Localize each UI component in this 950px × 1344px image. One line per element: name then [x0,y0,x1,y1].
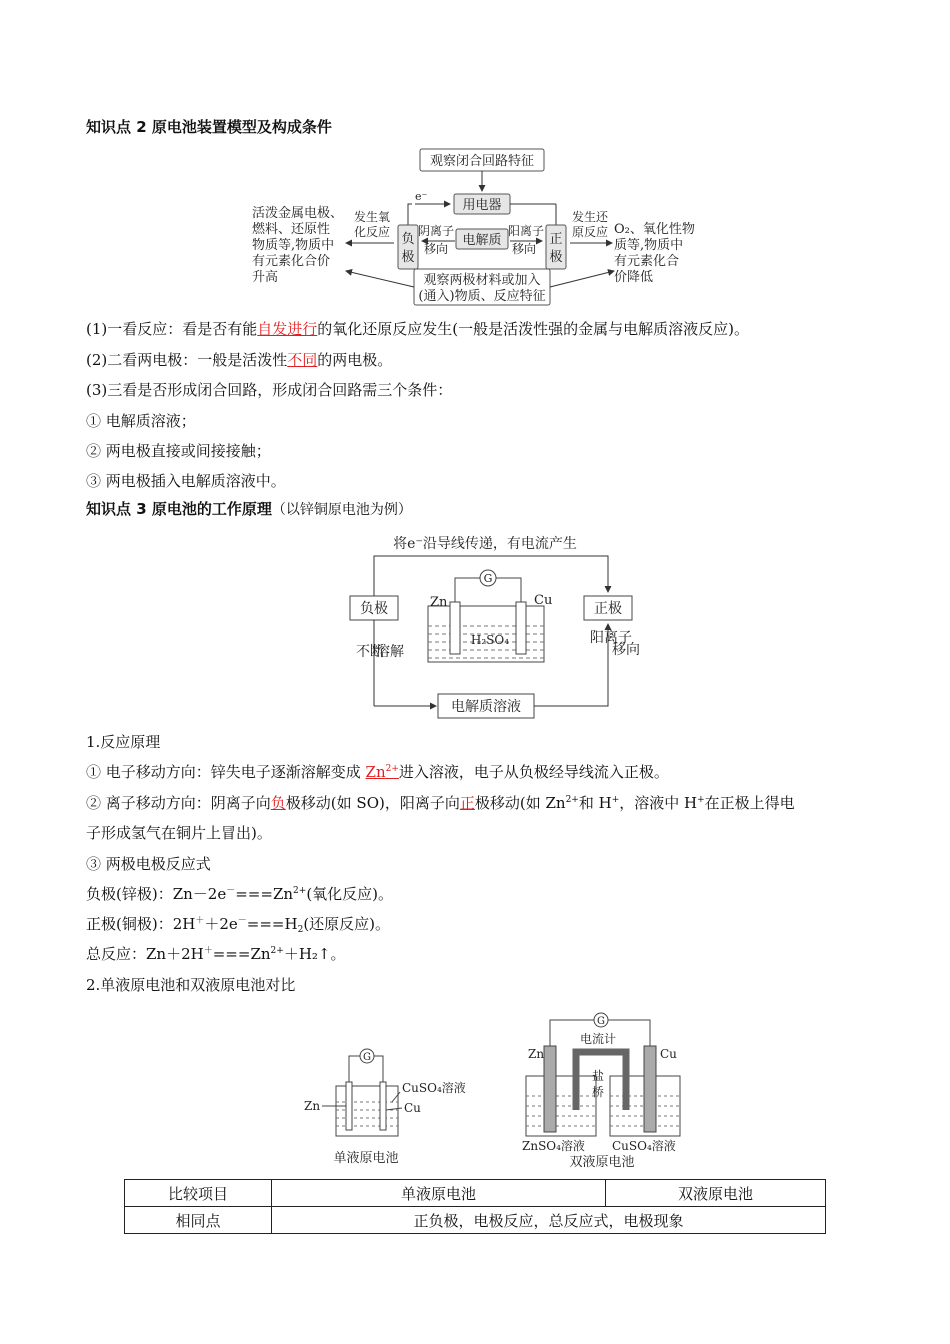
table-row [125,1207,826,1234]
svg-text:电解质溶液: 电解质溶液 [451,699,521,715]
svg-text:发生氧: 发生氧 [354,210,391,224]
ion-flow-cont: 子形成氢气在铜片上冒出)。 [86,824,272,842]
condition-3: (3)三看是否形成闭合回路，形成闭合回路需三个条件： [86,381,453,399]
circuit-condition-1: ① 电解质溶液； [86,412,196,430]
svg-text:极: 极 [401,250,415,265]
svg-text:阴离子: 阴离子 [418,224,455,238]
table-header: 比较项目 [125,1180,272,1207]
svg-text:阳离子: 阳离子 [590,630,632,646]
svg-text:化反应: 化反应 [354,225,391,239]
subheading-comparison: 2.单液原电池和双液原电池对比 [86,976,296,994]
svg-text:原反应: 原反应 [572,225,609,239]
svg-text:(通入)物质、反应特征: (通入)物质、反应特征 [418,289,546,304]
table-header-row [125,1180,826,1207]
svg-text:Zn: Zn [528,1047,545,1061]
svg-text:盐: 盐 [592,1069,605,1083]
svg-text:正极: 正极 [594,601,622,617]
diag1-user: 用电器 [462,198,502,213]
svg-text:桥: 桥 [592,1085,605,1099]
svg-text:将e⁻沿导线传递，有电流产生: 将e⁻沿导线传递，有电流产生 [393,536,577,552]
svg-text:溶解: 溶解 [376,644,404,660]
svg-text:移向: 移向 [424,242,449,256]
table-cell: 相同点 [125,1207,272,1234]
comparison-table [124,1179,826,1234]
cell-comparison-diagram [300,1010,690,1172]
svg-text:升高: 升高 [252,270,279,285]
subheading-principle: 1.反应原理 [86,733,161,751]
zn-cu-cell-diagram [340,530,640,720]
svg-text:不断: 不断 [356,644,384,660]
battery-model-diagram [250,145,710,310]
svg-text:Cu: Cu [534,593,553,608]
svg-text:极: 极 [549,250,563,265]
svg-text:ZnSO₄溶液: ZnSO₄溶液 [522,1139,585,1153]
svg-text:负极: 负极 [360,601,388,617]
svg-text:电流计: 电流计 [580,1032,617,1046]
double-cell-diagram [522,1013,680,1170]
svg-text:单液原电池: 单液原电池 [333,1151,399,1166]
ion-flow: ② 离子移动方向：阴离子向负极移动(如 SO)，阳离子向正极移动(如 $Zn^{2+}$和 H+，溶液中 H+在正极上得电 [86,794,795,812]
condition-1: (1)一看反应：看是否有能自发进行的氧化还原反应发生(一般是活泼性强的金属与电解质溶液反应)。 [86,320,749,338]
svg-text:移向: 移向 [612,642,640,658]
svg-text:G: G [483,572,493,585]
table-header: 单液原电池 [272,1180,606,1207]
section-title-2: 知识点 2 原电池装置模型及构成条件 [86,118,332,136]
electron-flow: ① 电子移动方向：锌失电子逐渐溶解变成 $Zn^{2+}$进入溶液，电子从负极经导线流入正极。 [86,763,669,781]
svg-text:O₂、氧化性物: O₂、氧化性物 [614,222,695,237]
negative-equation: 负极(锌极)：$Zn-2e^-===Zn^{2+}$(氧化反应)。 [86,885,394,903]
svg-text:G: G [597,1016,605,1027]
svg-text:正: 正 [549,232,563,247]
section-title-3: 知识点 3 原电池的工作原理（以锌铜原电池为例） [86,500,412,518]
svg-text:活泼金属电极、: 活泼金属电极、 [252,206,344,221]
svg-text:CuSO₄溶液: CuSO₄溶液 [612,1139,676,1153]
svg-text:双液原电池: 双液原电池 [569,1155,635,1170]
circuit-condition-3: ③ 两电极插入电解质溶液中。 [86,472,286,490]
svg-text:燃料、还原性: 燃料、还原性 [252,222,331,237]
total-equation: 总反应：$Zn+2H^+===Zn^{2+}+H_2↑$。 [86,945,346,963]
diag1-e: e⁻ [415,190,428,203]
svg-text:G: G [363,1052,371,1063]
svg-text:CuSO₄溶液: CuSO₄溶液 [402,1081,466,1095]
svg-text:负: 负 [401,232,415,247]
svg-text:物质等,物质中: 物质等,物质中 [252,238,335,253]
table-cell: 正负极，电极反应，总反应式，电极现象 [272,1207,826,1234]
svg-text:质等,物质中: 质等,物质中 [614,238,684,253]
svg-text:Zn: Zn [430,595,448,610]
diag1-top: 观察闭合回路特征 [429,154,535,169]
svg-text:发生还: 发生还 [572,210,609,224]
svg-text:Cu: Cu [404,1101,421,1115]
svg-text:有元素化合: 有元素化合 [614,254,680,269]
table-header: 双液原电池 [606,1180,826,1207]
svg-text:Zn: Zn [304,1099,321,1113]
svg-text:移向: 移向 [512,242,537,256]
condition-2: (2)二看两电极：一般是活泼性不同的两电极。 [86,351,393,369]
svg-text:观察两极材料或加入: 观察两极材料或加入 [423,273,541,288]
svg-text:H₂SO₄: H₂SO₄ [470,633,510,647]
circuit-condition-2: ② 两电极直接或间接接触； [86,442,271,460]
svg-text:Cu: Cu [660,1047,677,1061]
svg-text:有元素化合价: 有元素化合价 [252,254,331,269]
single-cell-diagram [304,1049,466,1166]
svg-text:价降低: 价降低 [614,270,654,285]
positive-equation: 正极(铜极)：$2H^++2e^-===H_2$(还原反应)。 [86,915,391,935]
svg-text:电解质: 电解质 [462,233,502,248]
svg-text:阳离子: 阳离子 [508,224,545,238]
equations-heading: ③ 两极电极反应式 [86,855,211,873]
